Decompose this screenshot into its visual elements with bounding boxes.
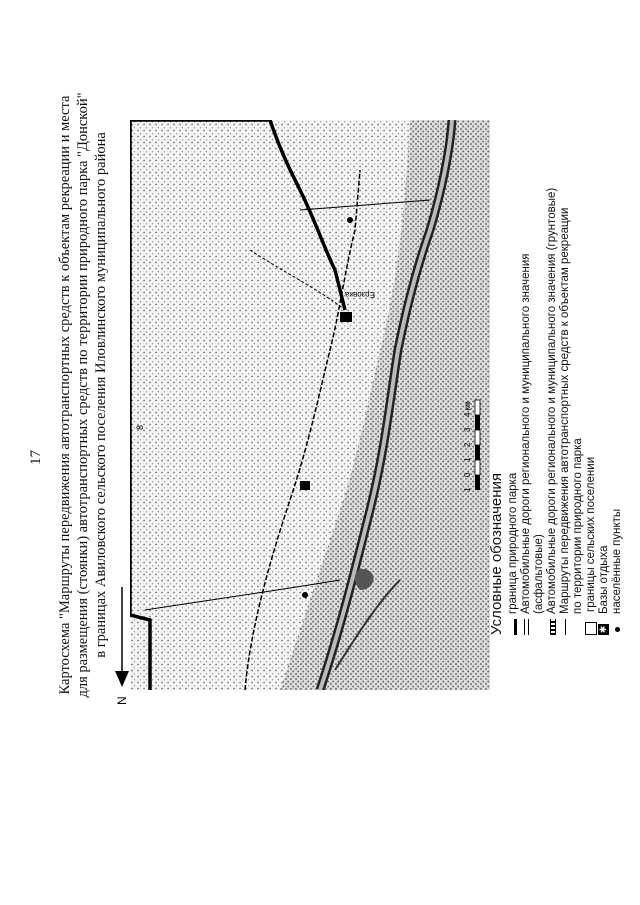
north-arrow-svg [106, 585, 136, 705]
legend-item-dirt-road [546, 175, 559, 635]
legend-item-settlement-boundary [585, 175, 598, 635]
north-label: N [115, 696, 129, 705]
legend-item-asphalt-road [520, 175, 546, 635]
scale-tick-5: 4 км [463, 401, 472, 417]
recreation-base-marker-2 [300, 481, 310, 490]
legend-label: границы сельских поселении [585, 456, 597, 612]
legend-item-settlement [611, 175, 624, 635]
legend-item-recreation-base [598, 175, 611, 635]
route-line-icon [565, 619, 566, 635]
asphalt-road-line-icon [524, 619, 529, 635]
legend-label: Базы отдыха [598, 545, 610, 614]
scale-tick-0: 1 [463, 487, 472, 492]
map-area [130, 120, 490, 690]
north-arrow [106, 585, 136, 705]
settlement-dot-icon [611, 619, 624, 635]
legend-label: населённые пункты [611, 508, 623, 614]
scale-tick-2: 1 [463, 457, 472, 462]
settlement-boundary-box-icon [585, 622, 597, 635]
legend-label [559, 208, 585, 614]
scale-tick-1: 0 [463, 472, 472, 477]
legend-label: Автомобильные дороги регионального и муниципального значения (грунтовые) [546, 187, 558, 614]
title-line-1: Картосхема "Маршруты передвижения автотранспортных средств к объектам рекреации и места [57, 95, 73, 695]
page-number: 17 [28, 450, 44, 465]
legend-label: Автомобильные дороги регионального и муниципального значения (асфальтовые) [520, 253, 545, 614]
title-line-3: в границах Авиловского сельского поселения Иловлинского муниципального района [93, 132, 109, 658]
recreation-base-marker [340, 312, 352, 322]
scale-tick-4: 3 [463, 427, 472, 432]
park-boundary-line-icon [508, 619, 517, 635]
map-svg [130, 120, 490, 690]
map-legend [488, 175, 624, 635]
map-title [56, 15, 110, 775]
legend-label-line-2: по территории природного парка [572, 438, 584, 614]
dirt-road-line-icon [550, 619, 556, 635]
legend-item-park-boundary [507, 175, 520, 635]
legend-item-route [559, 175, 585, 635]
settlement-dot-2 [302, 592, 308, 598]
legend-label-line-1: Маршруты передвижения автотранспортных средств к объектам рекреации [559, 207, 571, 614]
title-line-2: для размещения (стоянки) автотранспортных средств по территории природного парка "Донской" [75, 92, 91, 698]
legend-label: граница природного парка [507, 472, 519, 614]
scale-tick-3: 2 [463, 442, 472, 447]
recreation-base-icon: ✱ [598, 625, 608, 634]
boundary-number-label: 8 [135, 424, 145, 430]
legend-title: Условные обозначения [488, 472, 505, 635]
village-label: Ерзовка [344, 290, 375, 299]
settlement-dot [347, 217, 353, 223]
